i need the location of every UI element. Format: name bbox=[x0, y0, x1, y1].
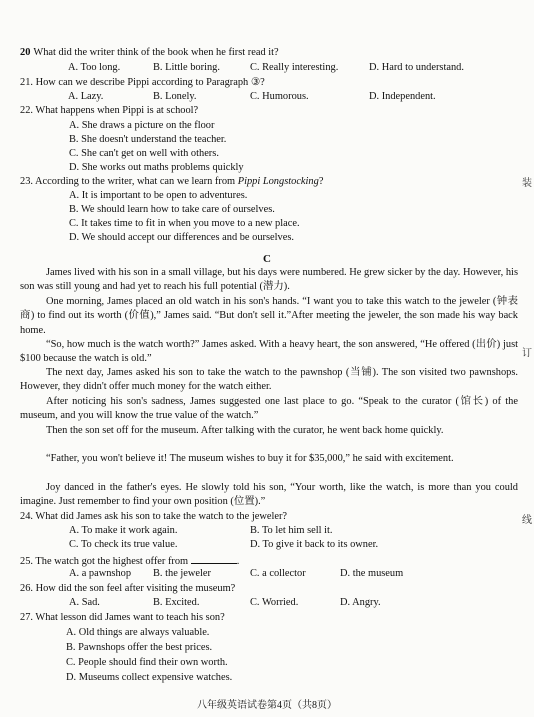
question-23: 23. According to the writer, what can we learn from Pippi Longstocking? bbox=[20, 176, 324, 187]
question-25: 25. The watch got the highest offer from . bbox=[20, 556, 240, 567]
q22-option-a: A. She draws a picture on the floor bbox=[69, 120, 215, 131]
passage-paragraph-4: The next day, James asked his son to take the watch to the pawnshop (当铺). The son visited two pawnshops. However, they didn't offer much money for the watch either. bbox=[20, 367, 518, 393]
q20-option-c: C. Really interesting. bbox=[250, 62, 339, 73]
q26-option-d: D. Angry. bbox=[340, 597, 381, 608]
q21-option-d: D. Independent. bbox=[369, 91, 436, 102]
margin-char-ding: 订 bbox=[522, 348, 532, 359]
q23-option-a: A. It is important to be open to adventures. bbox=[69, 190, 248, 201]
q25-option-b: B. the jeweler bbox=[153, 568, 211, 579]
margin-char-zhuang: 装 bbox=[522, 178, 532, 189]
q22-option-c: C. She can't get on well with others. bbox=[69, 148, 219, 159]
passage-paragraph-7: “Father, you won't believe it! The museum wishes to buy it for $35,000,” he said with excitement. bbox=[46, 453, 454, 464]
q25-option-d: D. the museum bbox=[340, 568, 404, 579]
q26-option-c: C. Worried. bbox=[250, 597, 299, 608]
q21-option-a: A. Lazy. bbox=[68, 91, 104, 102]
q23-option-b: B. We should learn how to take care of ourselves. bbox=[69, 204, 275, 215]
q24-option-c: C. To check its true value. bbox=[69, 539, 178, 550]
passage-paragraph-5: After noticing his son's sadness, James suggested one last place to go. “Speak to the curator (馆长) of the museum, and you will know the true value of the watch.” bbox=[20, 396, 518, 422]
q27-option-b: B. Pawnshops offer the best prices. bbox=[66, 642, 213, 653]
answer-blank bbox=[191, 554, 237, 564]
passage-paragraph-3: “So, how much is the watch worth?” James asked. With a heavy heart, the son answered, “He offered (出价) just $100 because the watch is old.” bbox=[20, 339, 518, 365]
question-24: 24. What did James ask his son to take the watch to the jeweler? bbox=[20, 511, 288, 522]
q24-option-d: D. To give it back to its owner. bbox=[250, 539, 379, 550]
q23-option-c: C. It takes time to fit in when you move to a new place. bbox=[69, 218, 300, 229]
margin-char-xian: 线 bbox=[522, 515, 532, 526]
question-20: 20 What did the writer think of the book when he first read it? bbox=[20, 47, 279, 58]
section-heading-c: C bbox=[263, 253, 271, 265]
q27-option-d: D. Museums collect expensive watches. bbox=[66, 672, 233, 683]
q27-option-a: A. Old things are always valuable. bbox=[66, 627, 210, 638]
passage-paragraph-1: James lived with his son in a small village, but his days were numbered. He grew sicker by the day. However, his son was still young and had yet to reach his full potential (潜力). bbox=[20, 267, 518, 293]
q25-option-a: A. a pawnshop bbox=[69, 568, 132, 579]
question-27: 27. What lesson did James want to teach his son? bbox=[20, 612, 225, 623]
q24-option-b: B. To let him sell it. bbox=[250, 525, 333, 536]
q20-option-b: B. Little boring. bbox=[153, 62, 220, 73]
passage-paragraph-6: Then the son set off for the museum. After talking with the curator, he went back home quickly. bbox=[46, 425, 444, 436]
q22-option-b: B. She doesn't understand the teacher. bbox=[69, 134, 227, 145]
q21-option-b: B. Lonely. bbox=[153, 91, 197, 102]
q25-option-c: C. a collector bbox=[250, 568, 306, 579]
q24-option-a: A. To make it work again. bbox=[69, 525, 178, 536]
question-22: 22. What happens when Pippi is at school? bbox=[20, 105, 199, 116]
page-footer: 八年级英语试卷第4页（共8页） bbox=[197, 700, 337, 711]
q23-option-d: D. We should accept our differences and be ourselves. bbox=[69, 232, 294, 243]
passage-paragraph-8: Joy danced in the father's eyes. He slowly told his son, “Your worth, like the watch, is more than you could imagine. Just remember to find your own position (位置).” bbox=[20, 482, 518, 508]
question-21: 21. How can we describe Pippi according to Paragraph ③? bbox=[20, 77, 265, 88]
question-26: 26. How did the son feel after visiting the museum? bbox=[20, 583, 236, 594]
q22-option-d: D. She works out maths problems quickly bbox=[69, 162, 244, 173]
q21-option-c: C. Humorous. bbox=[250, 91, 309, 102]
q20-option-d: D. Hard to understand. bbox=[369, 62, 464, 73]
q27-option-c: C. People should find their own worth. bbox=[66, 657, 228, 668]
q26-option-a: A. Sad. bbox=[69, 597, 100, 608]
q26-option-b: B. Excited. bbox=[153, 597, 200, 608]
q20-option-a: A. Too long. bbox=[68, 62, 121, 73]
passage-paragraph-2: One morning, James placed an old watch in his son's hands. “I want you to take this watch to the jeweler (钟表商) to find out its worth (价值),” James said. “But don't sell it.”After meeting the jeweler, the son made his way back home. bbox=[20, 296, 518, 336]
